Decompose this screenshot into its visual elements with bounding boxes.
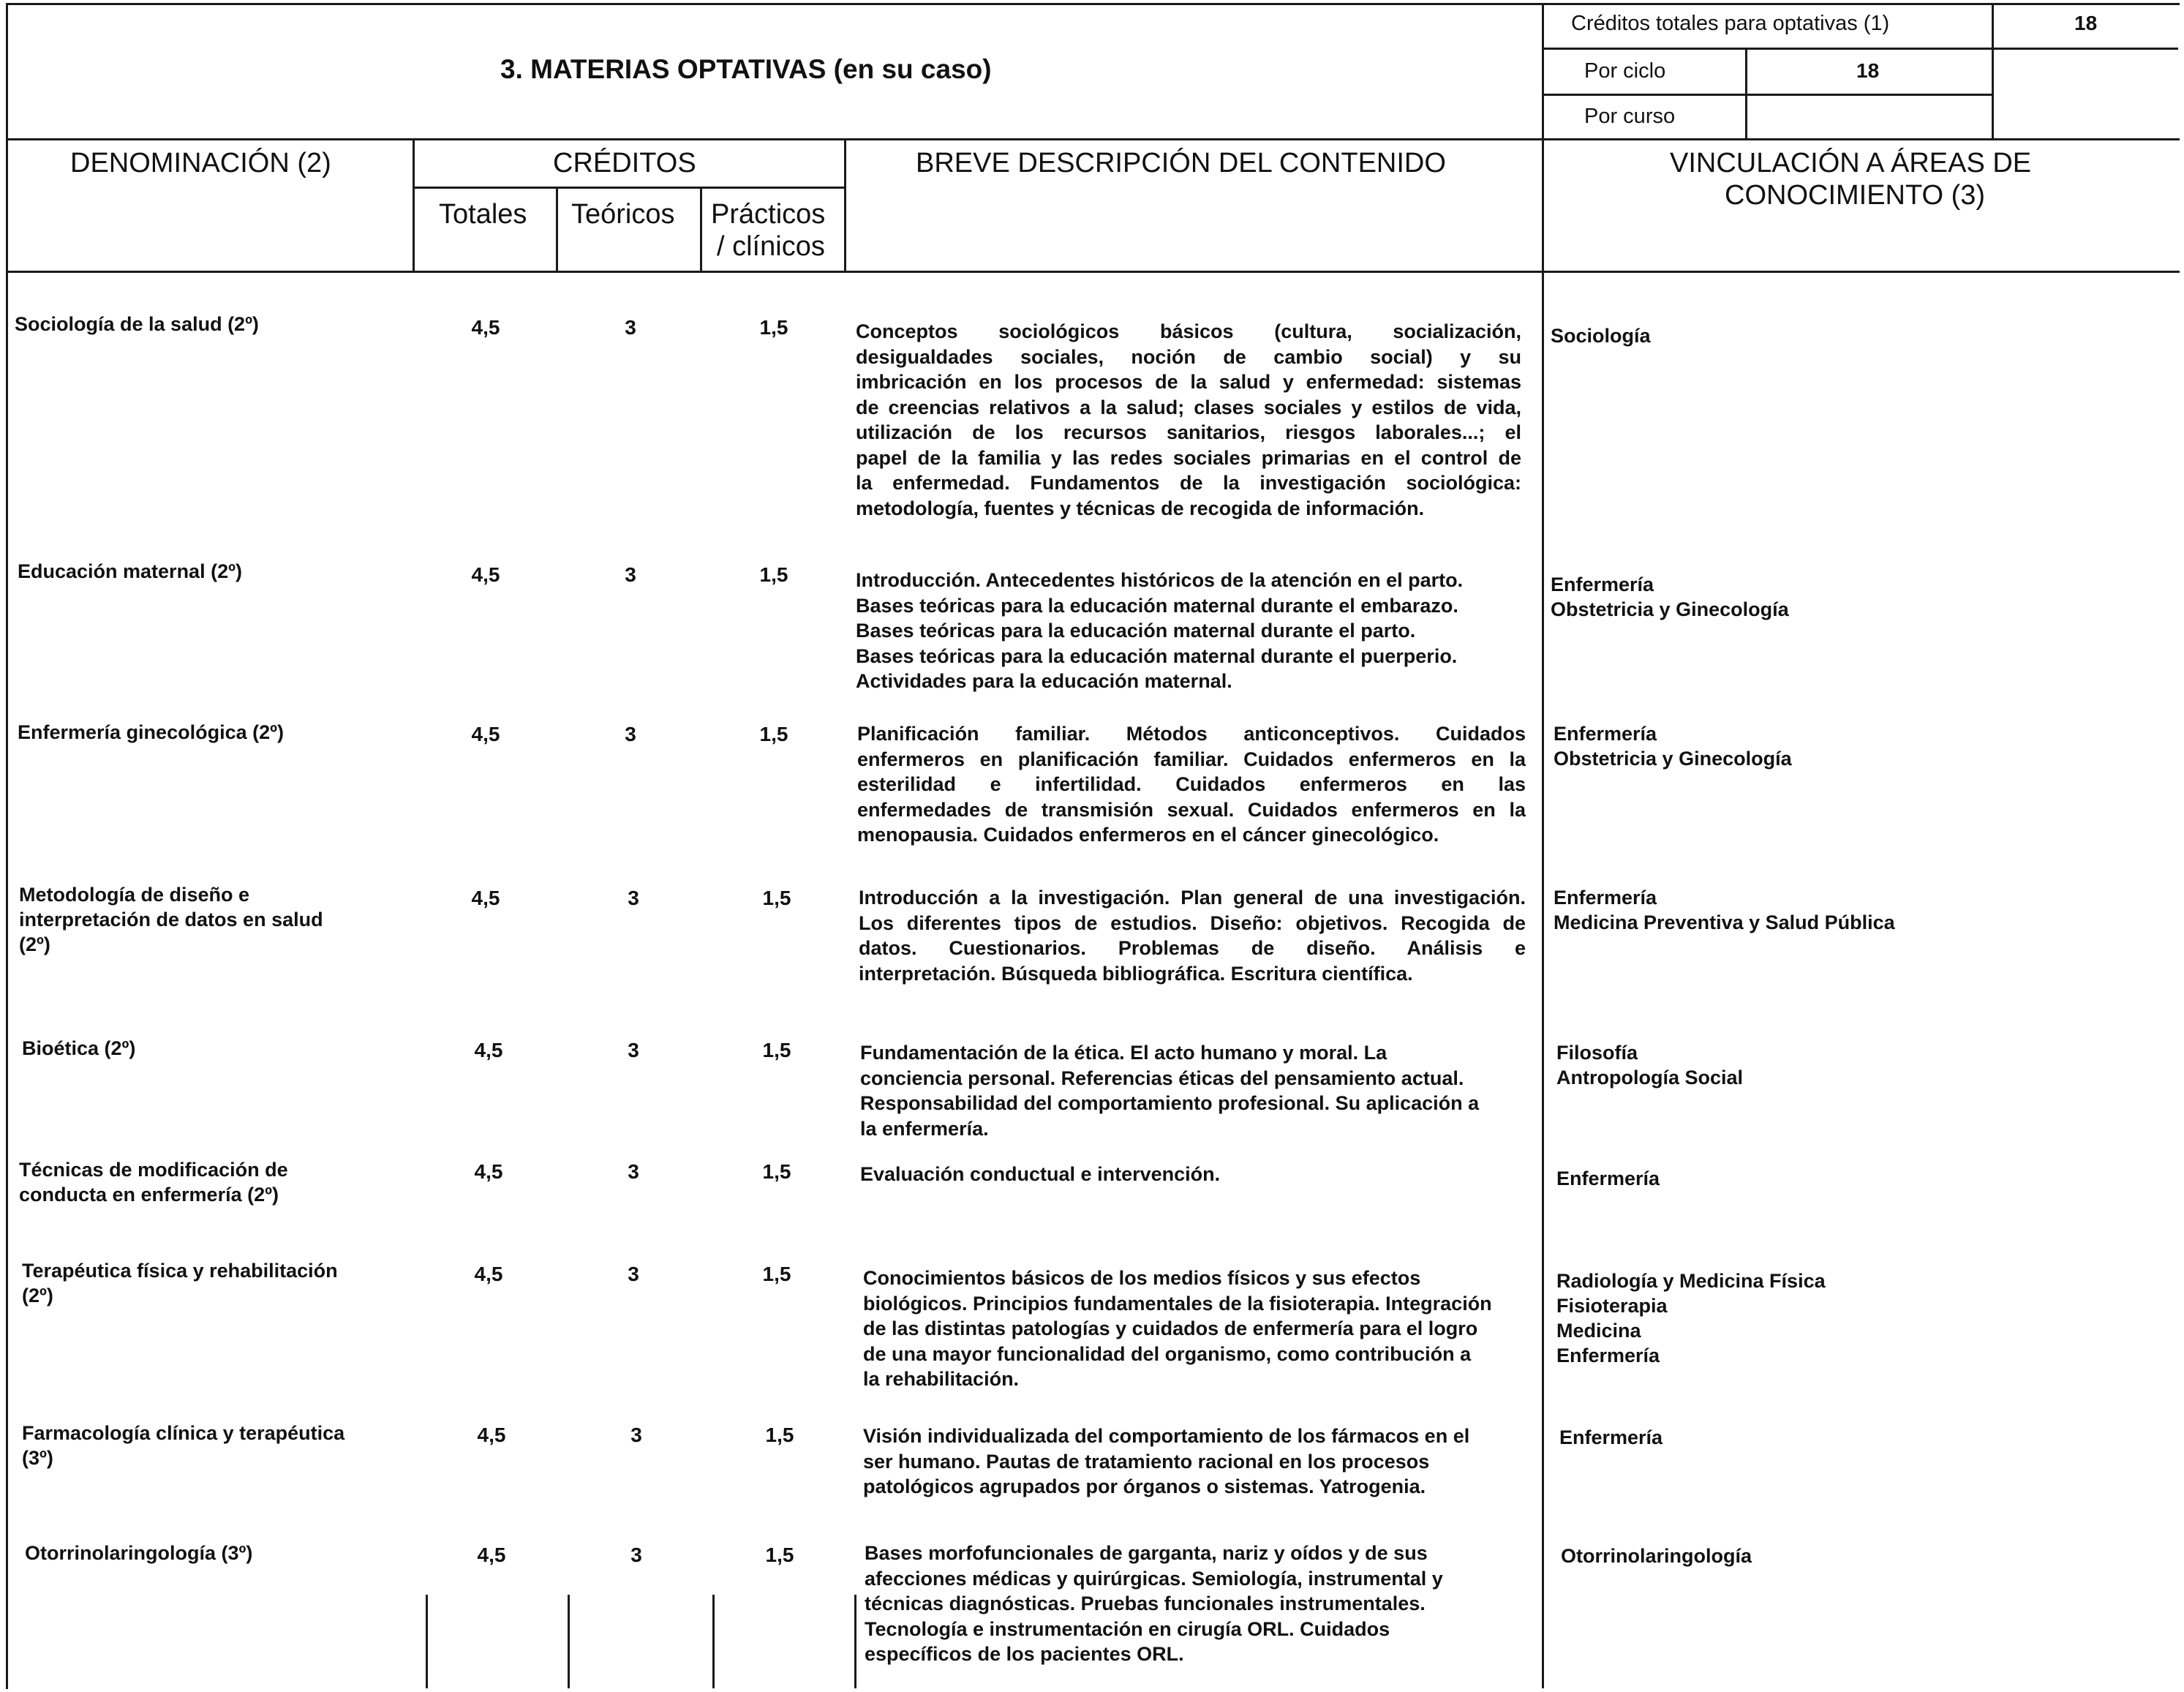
creditos-practicos: 1,5 <box>762 1160 791 1183</box>
description-line: esterilidad e infertilidad. Cuidados enfermeros en las <box>857 773 1526 795</box>
subject-name-line: (2º) <box>19 933 50 955</box>
knowledge-areas <box>1561 1544 1752 1568</box>
subject-description <box>857 721 1526 848</box>
subject-name-line: (3º) <box>22 1447 53 1469</box>
subject-name <box>19 1157 288 1207</box>
col-header-denominacion: DENOMINACIÓN (2) <box>70 148 331 178</box>
body-line-totales <box>426 1595 428 1688</box>
knowledge-areas <box>1556 1268 1826 1368</box>
description-line: la enfermería. <box>860 1117 989 1140</box>
col-header-totales: Totales <box>439 199 527 230</box>
col-line-teoricos-left <box>556 187 558 272</box>
subject-name <box>15 312 259 336</box>
subject-description <box>859 885 1526 986</box>
col-header-creditos: CRÉDITOS <box>553 148 696 178</box>
por-ciclo-label: Por ciclo <box>1584 59 1666 83</box>
knowledge-areas <box>1559 1425 1663 1450</box>
description-line: Evaluación conductual e intervención. <box>860 1163 1221 1185</box>
area-item: Enfermería <box>1559 1426 1663 1448</box>
creditos-teoricos: 3 <box>628 887 639 909</box>
creditos-practicos: 1,5 <box>765 1424 794 1446</box>
description-line: afecciones médicas y quirúrgicas. Semiología, instrumental y <box>865 1567 1443 1590</box>
subject-name-line: Enfermería ginecológica (2º) <box>18 721 284 743</box>
description-line: la enfermedad. Fundamentos de la investigación sociológica: <box>856 472 1521 494</box>
description-line: desigualdades sociales, noción de cambio social) y su <box>856 345 1521 368</box>
subject-description <box>856 319 1521 521</box>
description-line: papel de la familia y las redes sociales primarias en el control de <box>856 446 1521 469</box>
creditos-sub-rule <box>413 187 846 189</box>
creditos-totales-value: 18 <box>2074 12 2098 34</box>
description-line: Tecnología e instrumentación en cirugía ORL. Cuidados <box>865 1617 1390 1640</box>
creditos-totales: 4,5 <box>471 887 500 909</box>
creditos-practicos: 1,5 <box>759 723 788 745</box>
description-line: técnicas diagnósticas. Pruebas funcionales instrumentales. <box>865 1593 1426 1614</box>
description-line: interpretación. Búsqueda bibliográfica. Escritura científica. <box>859 962 1413 985</box>
creditos-practicos: 1,5 <box>762 1039 791 1061</box>
creditos-totales: 4,5 <box>474 1160 503 1183</box>
subject-description <box>860 1040 1526 1141</box>
creditos-practicos: 1,5 <box>762 887 791 909</box>
creditos-totales: 4,5 <box>474 1263 503 1285</box>
col-line-descripcion-left <box>844 139 846 272</box>
subject-name-line: Bioética (2º) <box>22 1037 136 1059</box>
col-header-vinculacion-2: CONOCIMIENTO (3) <box>1725 180 1986 211</box>
area-item: Obstetricia y Ginecología <box>1554 748 1792 770</box>
subject-name-line: Sociología de la salud (2º) <box>15 313 259 335</box>
column-header-bottom-rule <box>6 271 2180 273</box>
creditos-practicos: 1,5 <box>759 563 788 586</box>
creditos-practicos: 1,5 <box>759 316 788 339</box>
subject-name-line: Técnicas de modificación de <box>19 1159 288 1181</box>
subject-description <box>863 1424 1529 1500</box>
subject-name <box>25 1541 252 1565</box>
description-line: Fundamentación de la ética. El acto humano y moral. La <box>860 1042 1387 1064</box>
subject-description <box>856 568 1521 694</box>
knowledge-areas <box>1554 885 1895 935</box>
creditos-teoricos: 3 <box>630 1544 642 1566</box>
description-line: de una mayor funcionalidad del organismo, como contribución a <box>863 1342 1472 1365</box>
knowledge-areas <box>1551 323 1651 348</box>
description-line: biológicos. Principios fundamentales de la fisioterapia. Integración <box>863 1292 1492 1315</box>
creditos-teoricos: 3 <box>625 563 636 586</box>
area-item: Obstetricia y Ginecología <box>1551 598 1789 620</box>
area-item: Fisioterapia <box>1556 1295 1668 1317</box>
creditos-totales: 4,5 <box>471 723 500 745</box>
description-line: Bases teóricas para la educación maternal durante el embarazo. <box>856 594 1458 617</box>
subject-name <box>18 559 242 584</box>
creditos-totales: 4,5 <box>474 1039 503 1061</box>
description-line: Actividades para la educación maternal. <box>856 670 1232 692</box>
description-line: enfermeros en planificación familiar. Cuidados enfermeros en la <box>857 748 1526 770</box>
creditos-practicos: 1,5 <box>765 1544 794 1566</box>
area-item: Enfermería <box>1551 574 1654 595</box>
area-item: Medicina Preventiva y Salud Pública <box>1554 911 1895 933</box>
credits-box-divider <box>1992 3 1994 49</box>
subject-name <box>18 720 284 745</box>
col-header-teoricos: Teóricos <box>571 199 675 230</box>
area-item: Medicina <box>1556 1320 1641 1342</box>
creditos-teoricos: 3 <box>628 1160 639 1183</box>
area-item: Radiología y Medicina Física <box>1556 1270 1826 1292</box>
description-line: menopausia. Cuidados enfermeros en el cáncer ginecológico. <box>857 824 1439 846</box>
description-line: ser humano. Pautas de tratamiento racional en los procesos <box>863 1450 1430 1473</box>
knowledge-areas <box>1554 721 1792 771</box>
subject-name-line: Otorrinolaringología (3º) <box>25 1542 253 1564</box>
description-line: Los diferentes tipos de estudios. Diseño: objetivos. Recogida de <box>859 911 1526 934</box>
subject-name-line: Metodología de diseño e <box>19 884 250 906</box>
description-line: específicos de los pacientes ORL. <box>865 1643 1184 1665</box>
creditos-teoricos: 3 <box>628 1263 639 1285</box>
por-ciclo-divider <box>1745 48 1747 138</box>
area-item: Sociología <box>1551 325 1651 347</box>
credits-box-rule-2 <box>1542 94 1992 96</box>
description-line: imbricación en los procesos de la salud y enfermedad: sistemas <box>856 371 1521 393</box>
description-line: Introducción a la investigación. Plan general de una investigación. <box>859 887 1526 909</box>
description-line: Bases morfofuncionales de garganta, nariz y oídos y de sus <box>865 1542 1428 1564</box>
col-header-clinicos: / clínicos <box>717 231 825 262</box>
por-ciclo-right <box>1992 48 1994 138</box>
col-header-vinculacion-1: VINCULACIÓN A ÁREAS DE <box>1670 148 2032 178</box>
subject-description <box>863 1266 1529 1392</box>
col-line-vinculacion-left <box>1542 139 1544 272</box>
description-line: de creencias relativos a la salud; clases sociales y estilos de vida, <box>856 396 1521 418</box>
subject-name <box>22 1421 344 1470</box>
left-border <box>6 3 8 1689</box>
creditos-teoricos: 3 <box>630 1424 642 1446</box>
area-item: Antropología Social <box>1556 1067 1744 1088</box>
description-line: Bases teóricas para la educación maternal durante el puerperio. <box>856 644 1458 667</box>
creditos-teoricos: 3 <box>628 1039 639 1061</box>
subject-name <box>19 882 323 957</box>
creditos-totales: 4,5 <box>471 316 500 339</box>
creditos-totales-label: Créditos totales para optativas (1) <box>1571 12 1890 35</box>
subject-name <box>22 1036 135 1061</box>
body-line-descripcion <box>854 1595 856 1688</box>
knowledge-areas <box>1556 1040 1743 1090</box>
por-ciclo-value: 18 <box>1856 59 1880 82</box>
por-curso-label: Por curso <box>1584 105 1676 128</box>
description-line: utilización de los recursos sanitarios, riesgos laborales...; el <box>856 421 1521 443</box>
description-line: la rehabilitación. <box>863 1368 1020 1390</box>
page-title: 3. MATERIAS OPTATIVAS (en su caso) <box>500 54 992 84</box>
body-line-vinculacion <box>1542 272 1544 1688</box>
subject-name-line: Educación maternal (2º) <box>18 560 242 582</box>
subject-name-line: (2º) <box>22 1285 53 1306</box>
body-line-teoricos <box>568 1595 570 1688</box>
body-line-practicos <box>712 1595 715 1688</box>
creditos-practicos: 1,5 <box>762 1263 791 1285</box>
description-line: Visión individualizada del comportamiento de los fármacos en el <box>863 1425 1470 1447</box>
area-item: Enfermería <box>1556 1168 1660 1189</box>
header-divider <box>1542 3 1544 139</box>
description-line: Planificación familiar. Métodos anticonceptivos. Cuidados <box>857 723 1526 745</box>
description-line: Conceptos sociológicos básicos (cultura, socialización, <box>856 320 1521 342</box>
description-line: Bases teóricas para la educación maternal durante el parto. <box>856 620 1416 642</box>
subject-name-line: interpretación de datos en salud <box>19 909 323 930</box>
creditos-teoricos: 3 <box>625 723 636 745</box>
top-border <box>6 3 2180 5</box>
col-line-creditos-left <box>413 139 415 272</box>
description-line: metodología, fuentes y técnicas de recogida de información. <box>856 497 1425 519</box>
subject-description <box>860 1162 1526 1187</box>
area-item: Enfermería <box>1554 887 1657 909</box>
area-item: Filosofía <box>1556 1042 1638 1064</box>
description-line: de las distintas patologías y cuidados de enfermería para el logro <box>863 1317 1478 1339</box>
description-line: datos. Cuestionarios. Problemas de diseño. Análisis e <box>859 937 1526 959</box>
col-header-practicos: Prácticos <box>711 199 826 230</box>
subject-name-line: conducta en enfermería (2º) <box>19 1184 279 1206</box>
description-line: Introducción. Antecedentes históricos de la atención en el parto. <box>856 569 1464 591</box>
creditos-totales: 4,5 <box>477 1424 506 1446</box>
creditos-totales: 4,5 <box>477 1544 506 1566</box>
subject-name-line: Terapéutica física y rehabilitación <box>22 1260 338 1282</box>
area-item: Enfermería <box>1556 1345 1660 1366</box>
knowledge-areas <box>1556 1166 1660 1191</box>
knowledge-areas <box>1551 572 1789 622</box>
col-header-descripcion: BREVE DESCRIPCIÓN DEL CONTENIDO <box>916 148 1446 178</box>
area-item: Enfermería <box>1554 723 1657 745</box>
credits-box-rule-1 <box>1542 48 2178 50</box>
creditos-teoricos: 3 <box>625 316 636 339</box>
subject-description <box>865 1541 1530 1667</box>
creditos-totales: 4,5 <box>471 563 500 586</box>
subject-name <box>22 1258 338 1308</box>
description-line: enfermedades de transmisión sexual. Cuidados enfermeros en la <box>857 798 1526 821</box>
description-line: Conocimientos básicos de los medios físicos y sus efectos <box>863 1267 1421 1289</box>
area-item: Otorrinolaringología <box>1561 1545 1752 1567</box>
description-line: conciencia personal. Referencias éticas del pensamiento actual. <box>860 1067 1464 1089</box>
description-line: Responsabilidad del comportamiento profesional. Su aplicación a <box>860 1092 1480 1114</box>
header-bottom-rule <box>6 138 2180 140</box>
description-line: patológicos agrupados por órganos o sistemas. Yatrogenia. <box>863 1475 1426 1497</box>
subject-name-line: Farmacología clínica y terapéutica <box>22 1422 345 1444</box>
col-line-practicos-left <box>700 187 702 272</box>
